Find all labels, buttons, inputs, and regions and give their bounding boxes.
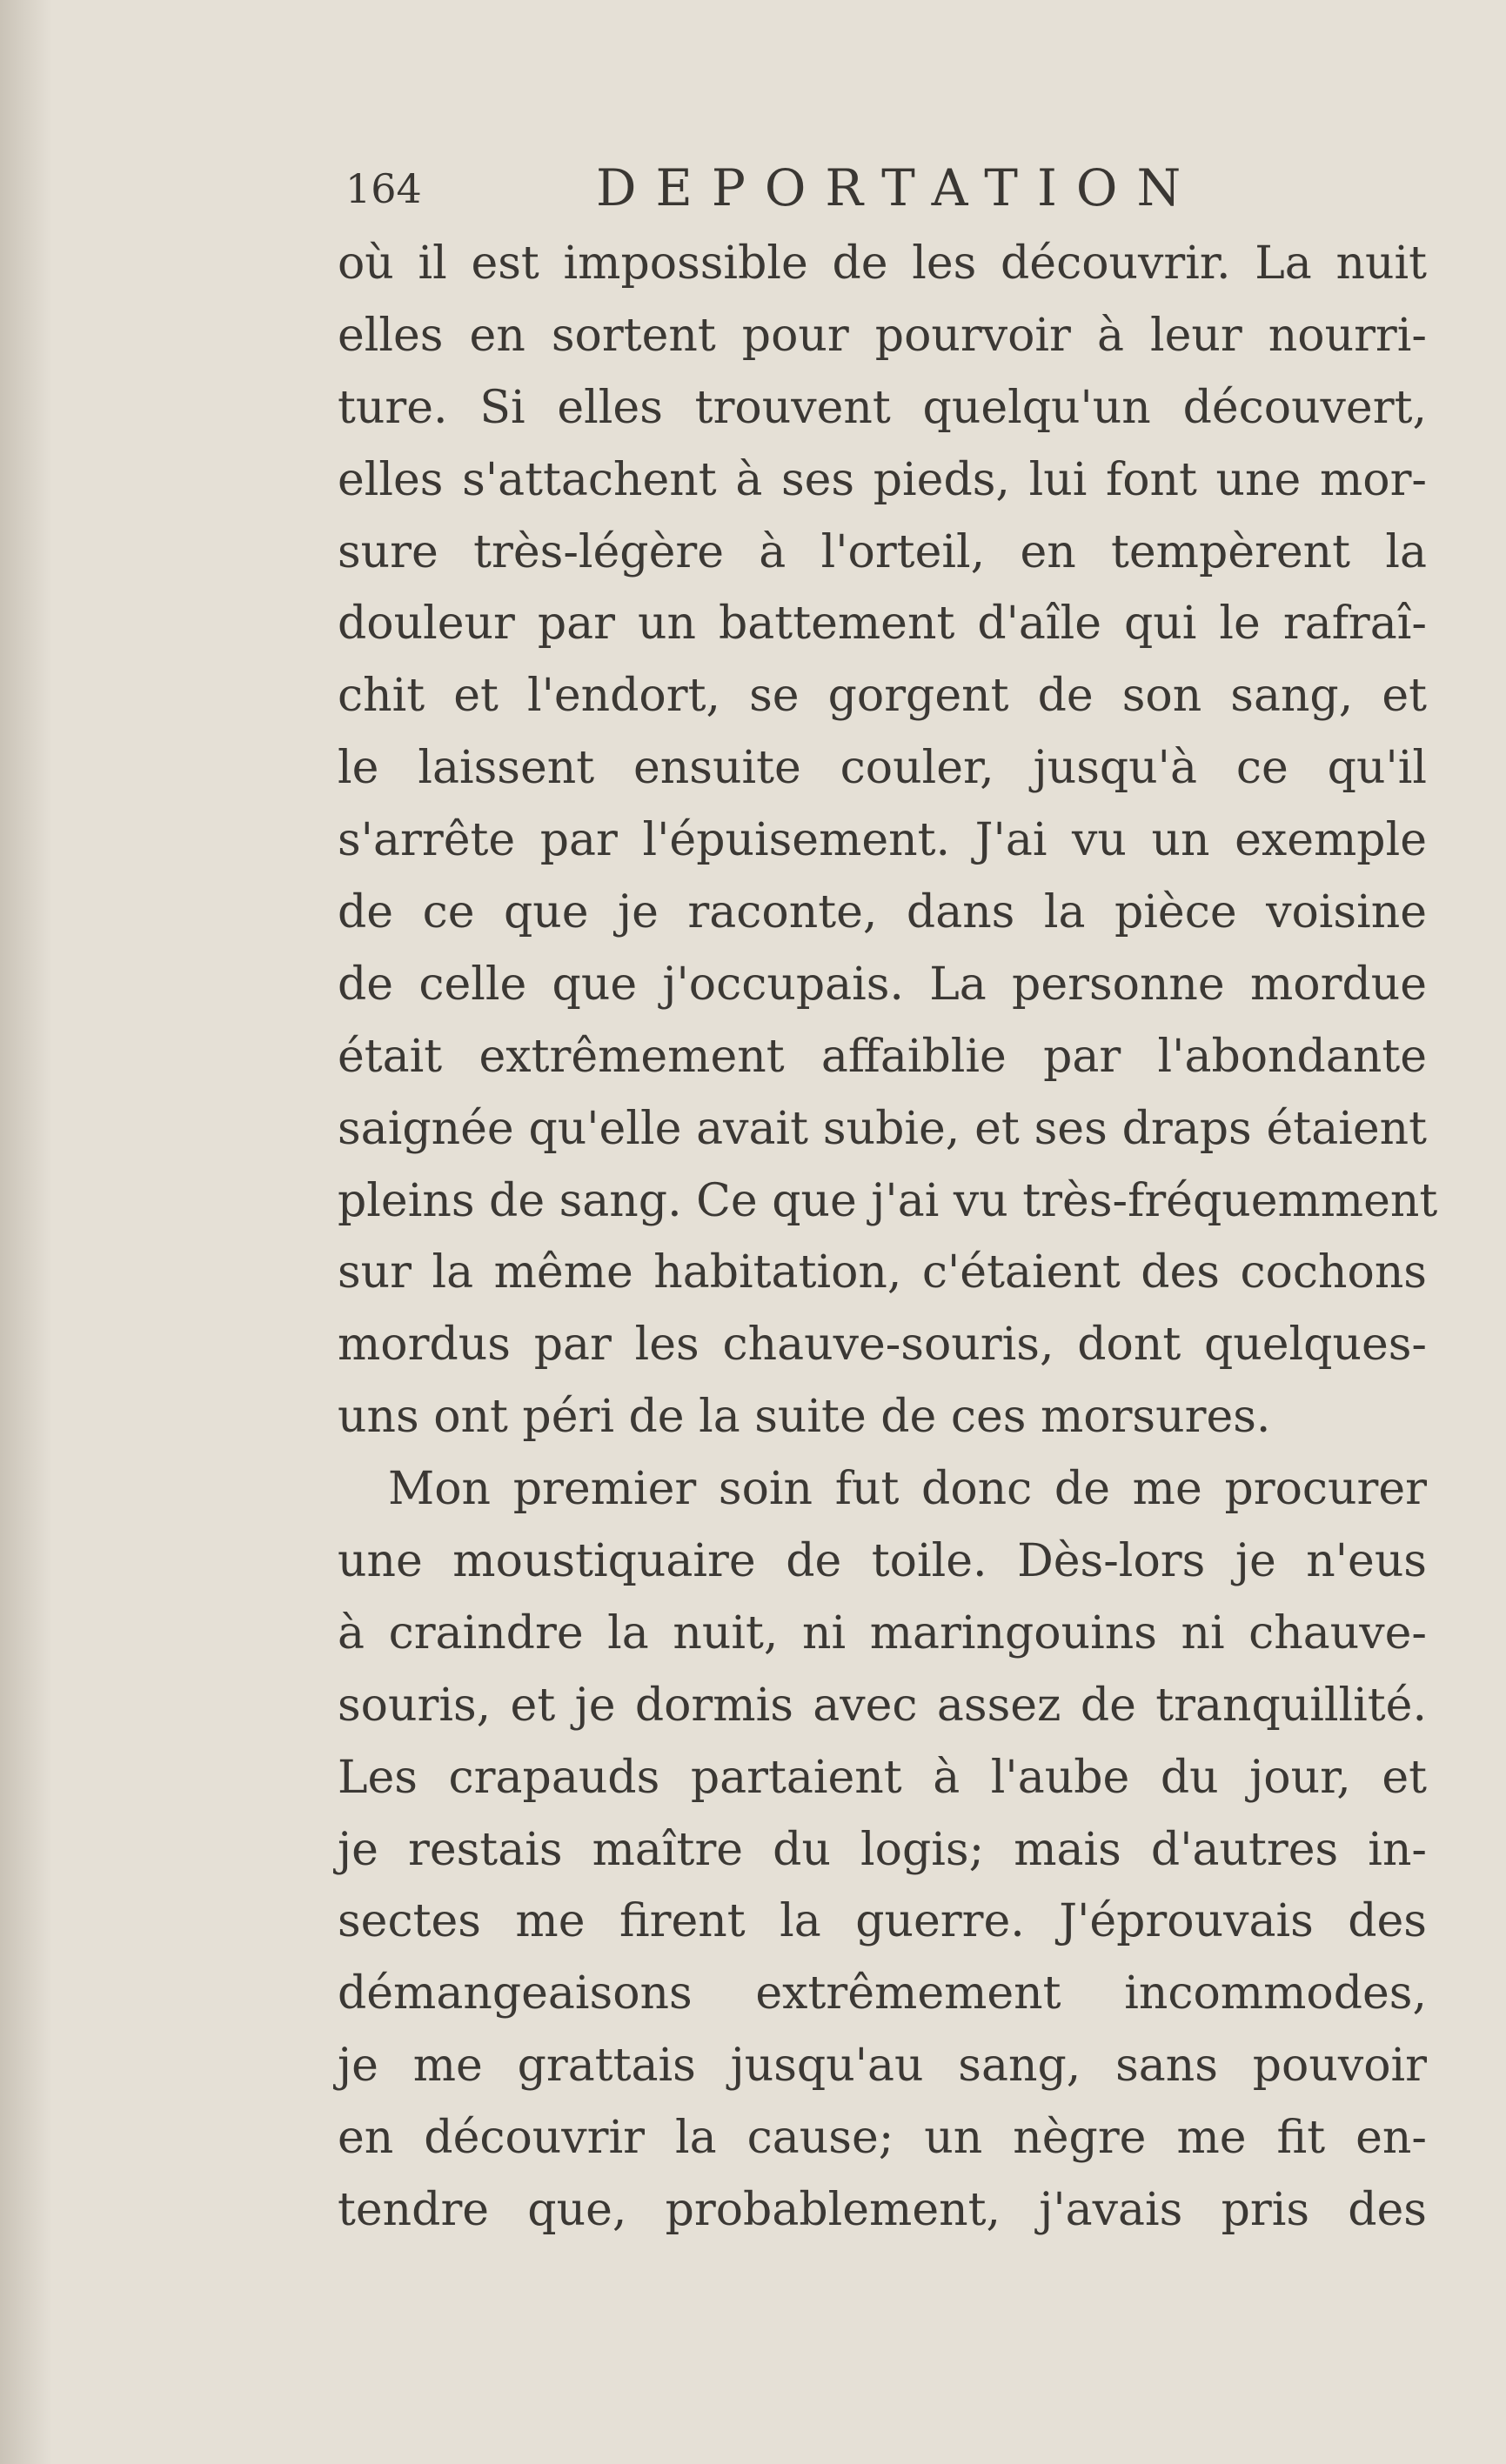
text-line: saignée qu'elle avait subie, et ses draps étaient [338, 1102, 1427, 1155]
text-line: à craindre la nuit, ni maringouins ni chauve- [338, 1606, 1427, 1659]
text-line: démangeaisons extrêmement incommodes, [338, 1967, 1427, 2020]
text-line: de celle que j'occupais. La personne mordue [338, 958, 1427, 1011]
page-header [335, 158, 1205, 228]
text-line: elles en sortent pour pourvoir à leur nourri- [338, 309, 1427, 362]
page-number: 164 [345, 165, 422, 212]
text-line: sectes me firent la guerre. J'éprouvais des [338, 1895, 1427, 1948]
text-line: Les crapauds partaient à l'aube du jour, et [338, 1751, 1427, 1804]
text-line: elles s'attachent à ses pieds, lui font une mor- [338, 453, 1427, 506]
paragraph-end-line: uns ont péri de la suite de ces morsures. [338, 1391, 1271, 1444]
text-line: je me grattais jusqu'au sang, sans pouvoir [338, 2040, 1427, 2093]
text-line: de ce que je raconte, dans la pièce voisine [338, 886, 1427, 939]
text-line: était extrêmement affaiblie par l'abondante [338, 1030, 1427, 1083]
text-line: douleur par un battement d'aîle qui le rafraî- [338, 598, 1427, 651]
text-line: ture. Si elles trouvent quelqu'un découvert, [338, 381, 1427, 434]
text-line: sure très-légère à l'orteil, en tempèrent la [338, 525, 1427, 578]
text-line: le laissent ensuite couler, jusqu'à ce qu'il [338, 742, 1427, 795]
text-line: où il est impossible de les découvrir. La nuit [338, 237, 1427, 290]
text-line: sur la même habitation, c'étaient des cochons [338, 1246, 1427, 1299]
text-line: mordus par les chauve-souris, dont quelques- [338, 1319, 1427, 1372]
text-line: souris, et je dormis avec assez de tranquillité. [338, 1679, 1427, 1732]
text-line: pleins de sang. Ce que j'ai vu très-fréquemment [338, 1174, 1438, 1227]
text-line: chit et l'endort, se gorgent de son sang, et [338, 670, 1427, 723]
text-line: s'arrête par l'épuisement. J'ai vu un exemple [338, 814, 1427, 867]
text-line: en découvrir la cause; un nègre me fit en- [338, 2112, 1427, 2165]
text-line: tendre que, probablement, j'avais pris des [338, 2184, 1427, 2237]
text-line: je restais maître du logis; mais d'autres in- [338, 1823, 1427, 1876]
paragraph-start-line: Mon premier soin fut donc de me procurer [388, 1463, 1427, 1516]
text-line: une moustiquaire de toile. Dès-lors je n'eus [338, 1535, 1427, 1588]
running-head: DEPORTATION [596, 158, 1201, 217]
body-text [338, 228, 1438, 2247]
